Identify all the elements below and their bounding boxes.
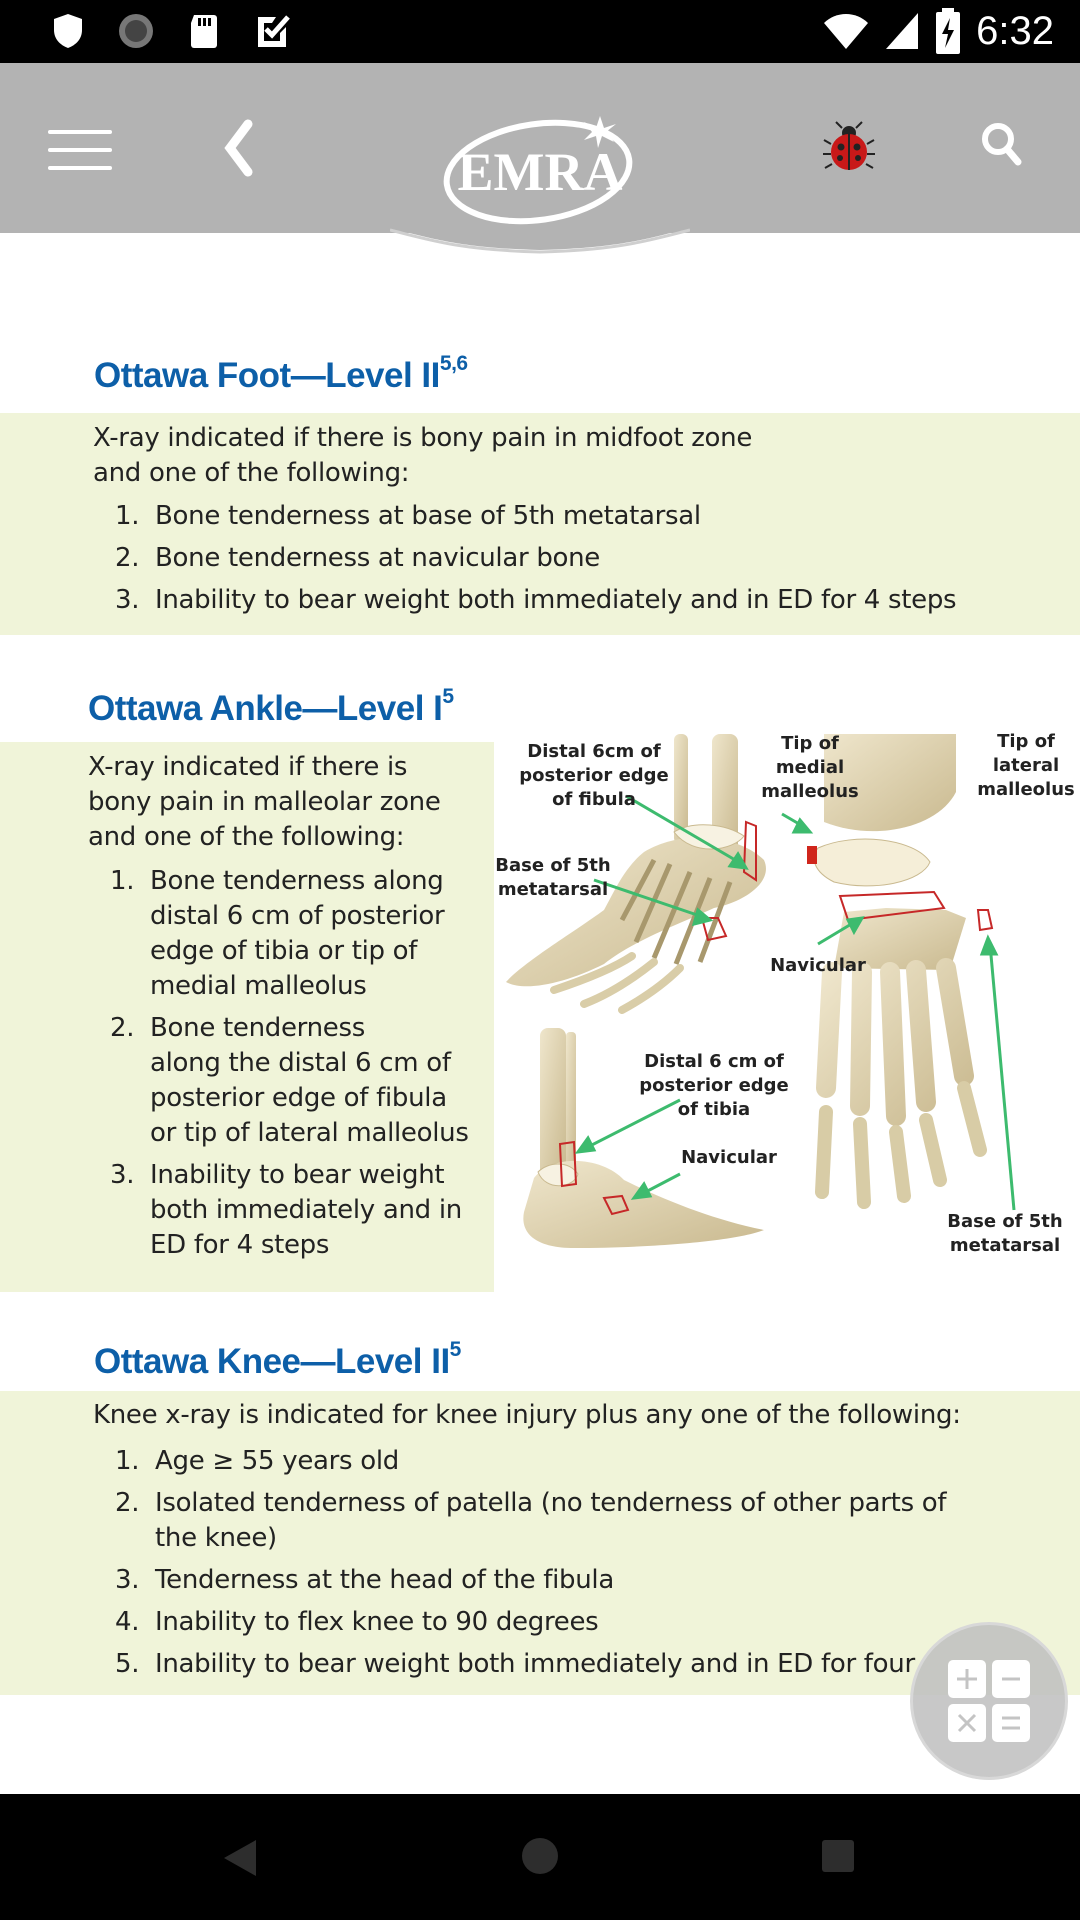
ankle-title: Ottawa Ankle—Level $I^5$ bbox=[88, 685, 454, 728]
ankle-intro-line: bony pain in malleolar zone bbox=[88, 787, 441, 817]
foot-intro-line: X-ray indicated if there is bony pain in midfoot zone bbox=[93, 423, 753, 453]
label-tip-medial-malleolus: Tip of medial malleolus bbox=[761, 733, 859, 802]
ankle-intro-line: and one of the following: bbox=[88, 822, 405, 852]
sync-icon bbox=[116, 11, 156, 51]
list-item: 1. Age ≥ 55 years old bbox=[115, 1446, 399, 1476]
ankle-anatomy-figure bbox=[494, 732, 1080, 1288]
knee-content bbox=[93, 1398, 1053, 1682]
list-item: 3. Tenderness at the head of the fibula bbox=[115, 1565, 614, 1595]
emra-logo bbox=[440, 110, 640, 230]
wifi-icon bbox=[822, 11, 870, 51]
ladybug-icon[interactable] bbox=[822, 120, 876, 174]
foot-bones-illustration bbox=[494, 732, 1080, 1288]
label-base-5th-metatarsal: Base of 5th metatarsal bbox=[947, 1211, 1063, 1256]
clock: 6:32 bbox=[976, 8, 1054, 53]
list-item: 2. Bone tenderness at navicular bone bbox=[115, 543, 600, 573]
nav-back-icon[interactable] bbox=[222, 1838, 258, 1878]
list-item: 2. Isolated tenderness of patella (no tenderness of other parts of the knee) bbox=[115, 1488, 947, 1553]
label-navicular: Navicular bbox=[681, 1147, 777, 1168]
knee-title: Ottawa Knee—Level $II^5$ bbox=[94, 1338, 461, 1381]
list-item: 1. Bone tenderness along distal 6 cm of posterior edge of tibia or tip of medial malleolus bbox=[110, 866, 445, 1001]
label-navicular: Navicular bbox=[770, 955, 866, 976]
nav-home-icon[interactable] bbox=[522, 1838, 558, 1874]
foot-title: Ottawa Foot—Level II$^{5,6}$ bbox=[94, 352, 468, 395]
list-item: 3. Inability to bear weight both immediately and in ED for 4 steps bbox=[110, 1160, 462, 1260]
knee-intro: Knee x-ray is indicated for knee injury plus any one of the following: bbox=[93, 1400, 961, 1430]
status-bar bbox=[0, 0, 1080, 63]
list-item: 1. Bone tenderness at base of 5th metatarsal bbox=[115, 501, 701, 531]
list-item: 2. Bone tenderness along the distal 6 cm of posterior edge of fibula or tip of lateral malleolus bbox=[110, 1013, 469, 1148]
list-item: 3. Inability to bear weight both immediately and in ED for 4 steps bbox=[115, 585, 957, 615]
hamburger-menu-icon[interactable] bbox=[48, 130, 112, 170]
foot-content bbox=[93, 421, 1053, 618]
shield-icon bbox=[48, 11, 88, 51]
nav-recent-icon[interactable] bbox=[822, 1840, 854, 1872]
search-icon[interactable] bbox=[978, 120, 1024, 168]
label-distal-fibula: Distal 6cm of posterior edge of fibula bbox=[519, 741, 669, 810]
task-check-icon bbox=[252, 11, 292, 51]
signal-icon bbox=[884, 11, 920, 51]
list-item: 4. Inability to flex knee to 90 degrees bbox=[115, 1607, 599, 1637]
calculator-button[interactable] bbox=[910, 1622, 1068, 1780]
battery-charging-icon bbox=[934, 8, 962, 54]
ankle-intro-line: X-ray indicated if there is bbox=[88, 752, 408, 782]
sd-card-icon bbox=[184, 11, 224, 51]
calculator-icon bbox=[910, 1622, 1068, 1780]
header-tab-curve bbox=[390, 228, 690, 258]
svg-text:EMRA: EMRA bbox=[457, 142, 623, 202]
label-base-5th-metatarsal: Base of 5th metatarsal bbox=[495, 855, 611, 900]
ankle-content bbox=[88, 750, 488, 1263]
label-tip-lateral-malleolus: Tip of lateral malleolus bbox=[977, 731, 1075, 800]
label-distal-tibia: Distal 6 cm of posterior edge of tibia bbox=[639, 1051, 789, 1120]
list-item: 5. Inability to bear weight both immediately and in ED for four bbox=[115, 1649, 915, 1679]
foot-intro-line: and one of the following: bbox=[93, 458, 410, 488]
chevron-left-icon[interactable] bbox=[218, 118, 258, 178]
